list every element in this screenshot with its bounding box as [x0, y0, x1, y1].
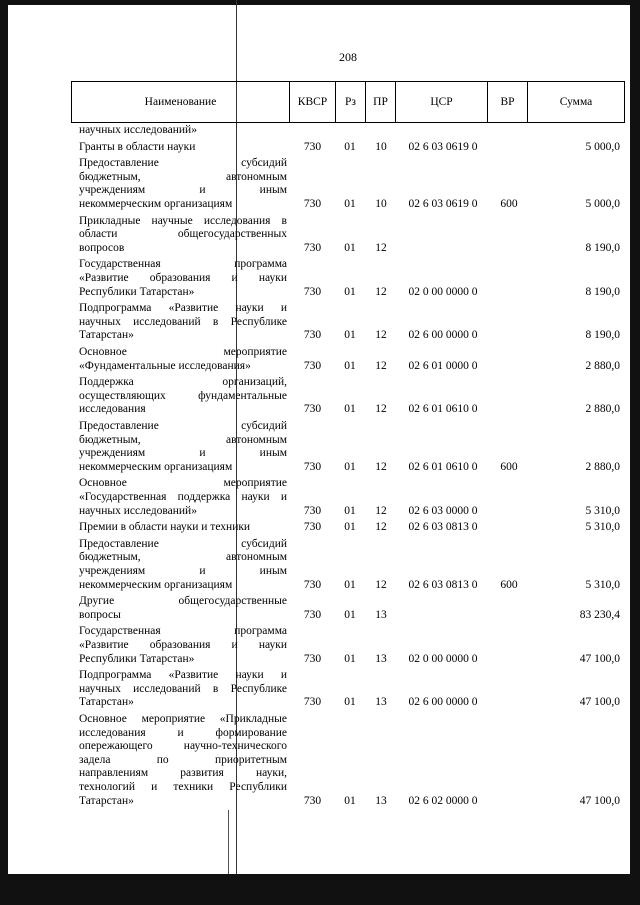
table-row [0, 477, 640, 518]
row-name [79, 669, 287, 710]
row-name-line: задела по приоритетным [79, 753, 287, 766]
cell-csr: 02 6 03 0813 0 [408, 578, 478, 591]
header-pr: ПР [366, 82, 396, 122]
row-name-line: Государственная программа [79, 625, 287, 638]
row-name [79, 713, 287, 808]
row-name-line: учреждениям и иным [79, 564, 287, 577]
table-header [71, 81, 625, 123]
cell-csr: 02 6 01 0610 0 [408, 460, 478, 473]
row-name-line: Другие общегосударственные [79, 595, 287, 608]
cell-sum: 2 880,0 [585, 359, 620, 372]
row-name-line: Подпрограмма «Развитие науки и [79, 302, 287, 315]
row-name-line: научных исследований» [79, 504, 197, 517]
cell-rz: 01 [344, 285, 356, 298]
row-name [79, 124, 287, 138]
cell-kvsr: 730 [303, 359, 322, 372]
header-kvsr: КВСР [290, 82, 336, 122]
table-row [0, 625, 640, 666]
table-row [0, 538, 640, 592]
cell-csr: 02 0 00 0000 0 [408, 285, 478, 298]
row-name-line: научных исследований» [79, 124, 197, 136]
cell-csr: 02 0 00 0000 0 [408, 652, 478, 665]
cell-sum: 2 880,0 [585, 460, 620, 473]
cell-rz: 01 [344, 329, 356, 342]
row-name-line: научных исследований в Республике [79, 682, 287, 695]
row-name-line: Татарстан» [79, 794, 134, 807]
row-name-line: области общегосударственных [79, 228, 287, 241]
row-name-line: некоммерческим организациям [79, 578, 233, 591]
cell-pr: 12 [375, 403, 387, 416]
cell-kvsr: 730 [303, 578, 322, 591]
cell-pr: 10 [375, 140, 387, 153]
table-row [0, 302, 640, 343]
row-name-line: Основное мероприятие [79, 477, 287, 490]
cell-kvsr: 730 [303, 652, 322, 665]
row-name-line: исследования и формирование [79, 726, 287, 739]
row-name-line: Гранты в области науки [79, 140, 196, 153]
cell-rz: 01 [344, 241, 356, 254]
row-name-line: технологий и техники Республики [79, 780, 287, 793]
cell-pr: 13 [375, 794, 387, 807]
table-row [0, 521, 640, 535]
cell-kvsr: 730 [303, 696, 322, 709]
cell-kvsr: 730 [303, 521, 322, 534]
cell-rz: 01 [344, 504, 356, 517]
cell-kvsr: 730 [303, 140, 322, 153]
row-name [79, 258, 287, 299]
row-name [79, 538, 287, 592]
header-csr: ЦСР [396, 82, 488, 122]
row-name-line: опережающего научно-технического [79, 740, 287, 753]
cell-pr: 13 [375, 696, 387, 709]
table-row [0, 258, 640, 299]
cell-sum: 83 230,4 [579, 608, 620, 621]
cell-csr: 02 6 00 0000 0 [408, 329, 478, 342]
row-name-line: вопросов [79, 241, 125, 254]
cell-pr: 12 [375, 521, 387, 534]
row-name [79, 346, 287, 373]
page-number: 208 [339, 50, 357, 64]
row-name-line: бюджетным, автономным [79, 551, 287, 564]
cell-sum: 47 100,0 [579, 794, 620, 807]
cell-csr: 02 6 03 0000 0 [408, 504, 478, 517]
cell-rz: 01 [344, 521, 356, 534]
cell-pr: 12 [375, 359, 387, 372]
cell-rz: 01 [344, 460, 356, 473]
cell-kvsr: 730 [303, 504, 322, 517]
cell-sum: 5 000,0 [585, 197, 620, 210]
row-name-line: «Фундаментальные исследования» [79, 359, 251, 372]
table-row [0, 420, 640, 474]
cell-pr: 13 [375, 652, 387, 665]
cell-sum: 5 310,0 [585, 521, 620, 534]
row-name-line: Предоставление субсидий [79, 420, 287, 432]
cell-kvsr: 730 [303, 794, 322, 807]
cell-sum: 8 190,0 [585, 241, 620, 254]
cell-pr: 13 [375, 608, 387, 621]
row-name [79, 141, 287, 155]
row-name [79, 477, 287, 518]
row-name-line: Поддержка организаций, [79, 376, 287, 389]
row-name-line: некоммерческим организациям [79, 197, 233, 210]
row-name [79, 420, 287, 474]
row-name-line: Республики Татарстан» [79, 652, 195, 665]
row-name [79, 302, 287, 343]
cell-csr: 02 6 03 0619 0 [408, 140, 478, 153]
cell-pr: 12 [375, 285, 387, 298]
scan-border-top [0, 0, 640, 5]
cell-pr: 12 [375, 241, 387, 254]
row-name-line: исследования [79, 403, 146, 416]
row-name-line: бюджетным, автономным [79, 433, 287, 446]
row-name-line: учреждениям и иным [79, 184, 287, 197]
table-row [0, 215, 640, 256]
cell-sum: 8 190,0 [585, 329, 620, 342]
cell-rz: 01 [344, 197, 356, 210]
cell-pr: 10 [375, 197, 387, 210]
row-name-line: «Государственная поддержка науки и [79, 490, 287, 503]
row-name-line: вопросы [79, 608, 121, 621]
cell-rz: 01 [344, 359, 356, 372]
row-name-line: научных исследований в Республике [79, 315, 287, 328]
table-row [0, 141, 640, 155]
cell-kvsr: 730 [303, 241, 322, 254]
row-name-line: бюджетным, автономным [79, 170, 287, 183]
cell-kvsr: 730 [303, 608, 322, 621]
row-name-line: «Развитие образования и науки [79, 271, 287, 284]
table-row [0, 669, 640, 710]
cell-csr: 02 6 03 0619 0 [408, 197, 478, 210]
scan-fold-line-secondary [228, 810, 229, 874]
cell-rz: 01 [344, 140, 356, 153]
cell-rz: 01 [344, 794, 356, 807]
cell-csr: 02 6 00 0000 0 [408, 696, 478, 709]
cell-sum: 5 310,0 [585, 504, 620, 517]
row-name-line: Основное мероприятие [79, 346, 287, 358]
cell-kvsr: 730 [303, 197, 322, 210]
cell-csr: 02 6 03 0813 0 [408, 521, 478, 534]
row-name [79, 157, 287, 211]
cell-rz: 01 [344, 578, 356, 591]
row-name-line: Основное мероприятие «Прикладные [79, 713, 287, 725]
header-name: Наименование [72, 82, 290, 122]
row-name-line: Республики Татарстан» [79, 285, 195, 298]
cell-rz: 01 [344, 652, 356, 665]
cell-vr: 600 [500, 460, 518, 473]
row-name-line: некоммерческим организациям [79, 460, 233, 473]
table-row [0, 346, 640, 373]
table-row [0, 376, 640, 417]
row-name-line: осуществляющих фундаментальные [79, 389, 287, 402]
cell-sum: 5 310,0 [585, 578, 620, 591]
cell-sum: 5 000,0 [585, 140, 620, 153]
row-name-line: направлениям развития науки, [79, 767, 287, 780]
scan-border-bottom [0, 874, 640, 905]
cell-sum: 47 100,0 [579, 652, 620, 665]
row-name-line: учреждениям и иным [79, 447, 287, 460]
cell-csr: 02 6 02 0000 0 [408, 794, 478, 807]
row-name-line: Предоставление субсидий [79, 157, 287, 170]
table-row [0, 713, 640, 808]
row-name-line: Татарстан» [79, 329, 134, 342]
cell-kvsr: 730 [303, 285, 322, 298]
row-name-line: Государственная программа [79, 258, 287, 271]
cell-kvsr: 730 [303, 460, 322, 473]
cell-kvsr: 730 [303, 403, 322, 416]
header-sum: Сумма [559, 96, 593, 108]
row-name [79, 215, 287, 256]
row-name-line: «Развитие образования и науки [79, 638, 287, 651]
cell-pr: 12 [375, 578, 387, 591]
cell-sum: 2 880,0 [585, 403, 620, 416]
row-name-line: Премии в области науки и техники [79, 521, 251, 534]
row-name [79, 595, 287, 622]
table-row [0, 595, 640, 622]
cell-kvsr: 730 [303, 329, 322, 342]
table-row [0, 157, 640, 211]
row-name-line: Прикладные научные исследования в [79, 214, 287, 227]
table-row [0, 124, 640, 138]
cell-pr: 12 [375, 460, 387, 473]
row-name [79, 521, 287, 535]
cell-csr: 02 6 01 0000 0 [408, 359, 478, 372]
row-name-line: Предоставление субсидий [79, 537, 287, 550]
row-name-line: Татарстан» [79, 696, 134, 709]
row-name [79, 376, 287, 417]
cell-vr: 600 [500, 578, 518, 591]
cell-pr: 12 [375, 329, 387, 342]
header-vr: ВР [488, 82, 528, 122]
cell-vr: 600 [500, 197, 518, 210]
cell-rz: 01 [344, 608, 356, 621]
cell-rz: 01 [344, 696, 356, 709]
cell-csr: 02 6 01 0610 0 [408, 403, 478, 416]
cell-pr: 12 [375, 504, 387, 517]
header-rz: Рз [336, 82, 366, 122]
cell-sum: 47 100,0 [579, 696, 620, 709]
row-name-line: Подпрограмма «Развитие науки и [79, 669, 287, 682]
row-name [79, 625, 287, 666]
cell-rz: 01 [344, 403, 356, 416]
cell-sum: 8 190,0 [585, 285, 620, 298]
